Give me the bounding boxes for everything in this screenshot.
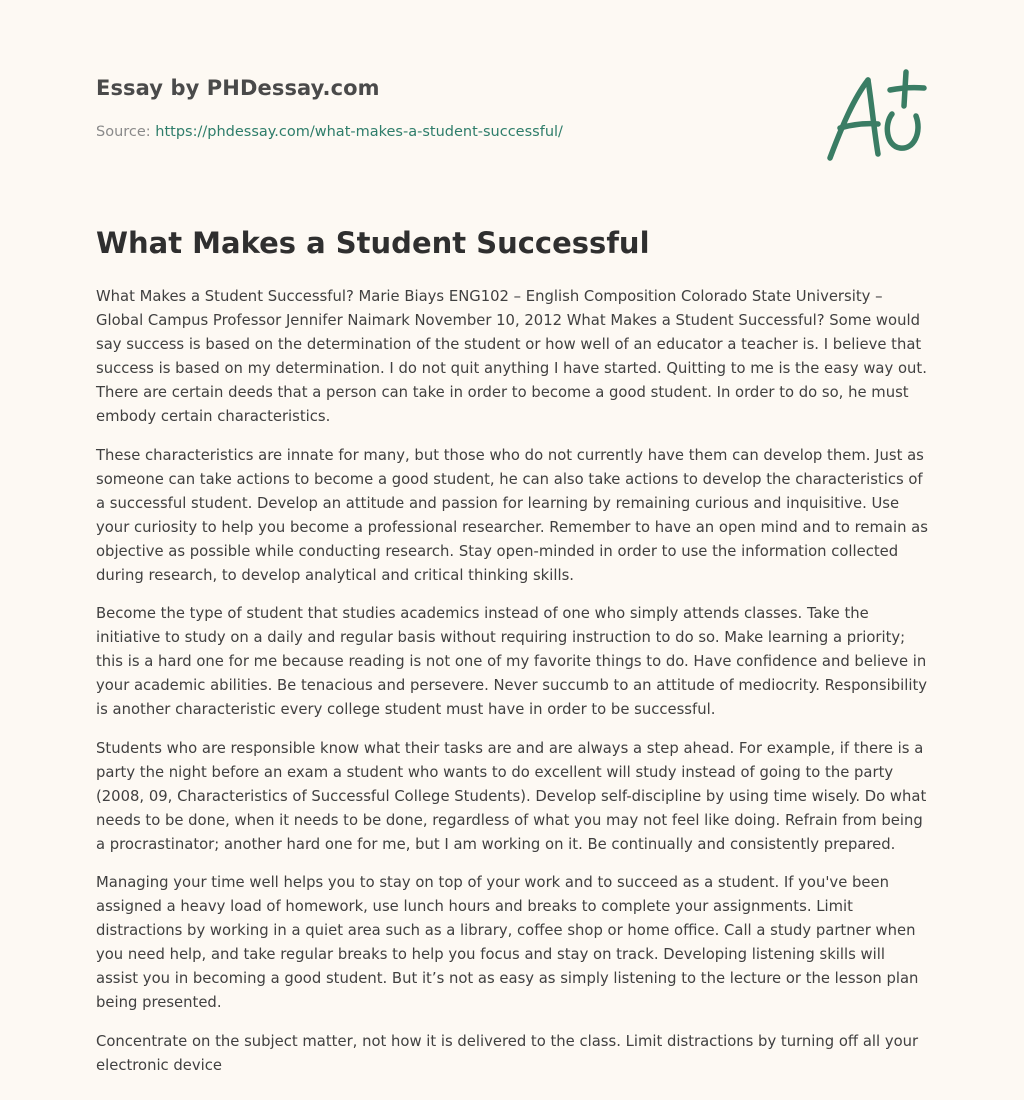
essay-paragraph: Students who are responsible know what their tasks are and are always a step ahead. For example, if there is a party the night before an exam a student who wants to do excellent will study instead of going to the party (2008, 09, Characteristics of Successful College Students). Develop self-discipline by using time wisely. Do what needs to be done, when it needs to be done, regardless of what you may not feel like doing. Refrain from being a procrastinator; another hard one for me, but I am working on it. Be continually and consistently prepared.	[96, 739, 927, 853]
essay-paragraph: Become the type of student that studies academics instead of one who simply attends classes. Take the initiative to study on a daily and regular basis without requiring instruction to do so. Make learning a priority; this is a hard one for me because reading is not one of my favorite things to do. Have confidence and believe in your academic abilities. Be tenacious and persevere. Never succumb to an attitude of mediocrity. Responsibility is another characteristic every college student must have in order to be successful.	[96, 605, 928, 718]
source-line	[96, 124, 563, 140]
source-link[interactable]: https://phdessay.com/what-makes-a-student-successful/	[155, 124, 563, 140]
site-title: Essay by PHDessay.com	[96, 76, 380, 100]
essay-title: What Makes a Student Successful	[96, 226, 650, 260]
essay-body	[96, 285, 930, 1092]
a-plus-logo-icon	[820, 66, 930, 166]
source-label: Source:	[96, 124, 156, 140]
essay-paragraph: Managing your time well helps you to stay on top of your work and to succeed as a student. If you've been assigned a heavy load of homework, use lunch hours and breaks to complete your assignments. Limit distractions by working in a quiet area such as a library, coffee shop or home office. Call a study partner when you need help, and take regular breaks to help you focus and stay on track. Developing listening skills will assist you in becoming a good student. But it’s not as easy as simply listening to the lecture or the lesson plan being presented.	[96, 874, 919, 1011]
essay-paragraph: These characteristics are innate for many, but those who do not currently have them can develop them. Just as someone can take actions to become a good student, he can also take actions to develop the characteristics of a successful student. Develop an attitude and passion for learning by remaining curious and inquisitive. Use your curiosity to help you become a professional researcher. Remember to have an open mind and to remain as objective as possible while conducting research. Stay open-minded in order to use the information collected during research, to develop analytical and critical thinking skills.	[96, 446, 928, 584]
essay-paragraph: What Makes a Student Successful? Marie Biays ENG102 – English Composition Colorado State University – Global Campus Professor Jennifer Naimark November 10, 2012 What Makes a Student Successful? Some would say success is based on the determination of the student or how well of an educator a teacher is. I believe that success is based on my determination. I do not quit anything I have started. Quitting to me is the easy way out. There are certain deeds that a person can take in order to become a good student. In order to do so, he must embody certain characteristics.	[96, 288, 927, 425]
essay-paragraph: Concentrate on the subject matter, not how it is delivered to the class. Limit distractions by turning off all your electronic device	[96, 1032, 919, 1074]
